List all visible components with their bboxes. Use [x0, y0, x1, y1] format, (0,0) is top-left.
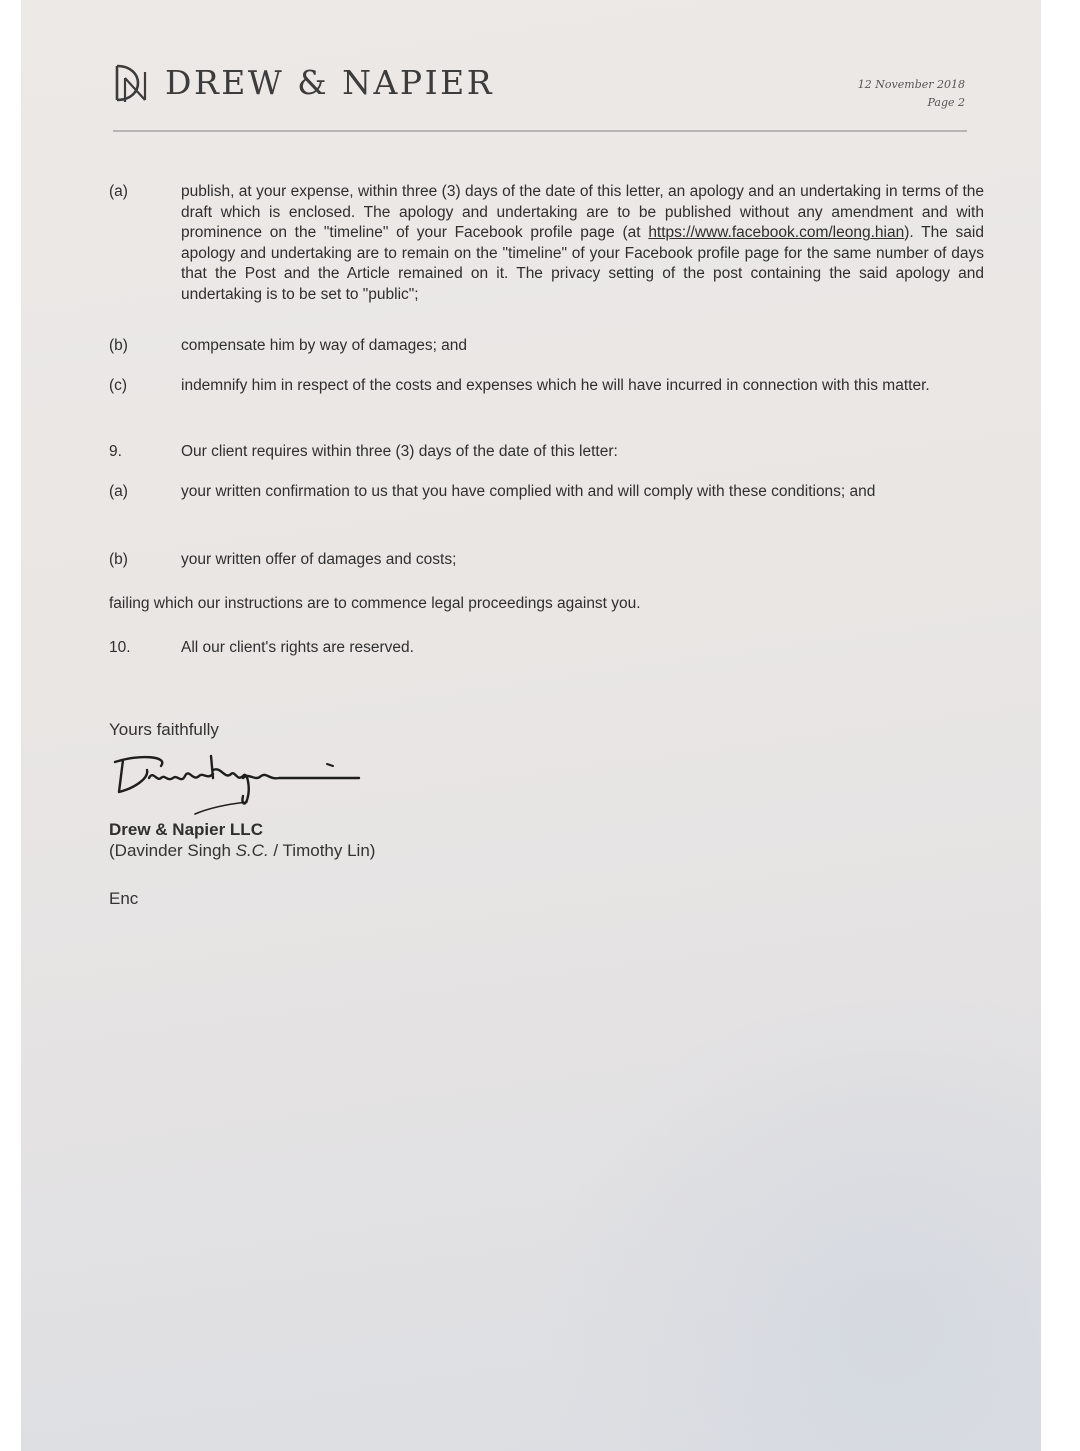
- paragraph-number: (b): [109, 337, 128, 354]
- header-divider: [113, 130, 967, 132]
- closing-salutation: Yours faithfully: [109, 720, 219, 739]
- paragraph-item: [109, 594, 984, 638]
- paragraph-text: Our client requires within three (3) days of the date of this letter:: [181, 443, 618, 460]
- paragraph-text: indemnify him in respect of the costs and expenses which he will have incurred in connection with this matter.: [181, 377, 930, 394]
- signature-mark: [109, 748, 389, 820]
- page-header-meta: [821, 76, 965, 112]
- dn-monogram-icon: [111, 60, 153, 106]
- paragraph-item: [109, 336, 984, 376]
- paragraph-text-start: publish, at your expense, within three (3) days of the date of this letter, an apology and an undertaking in terms of the draft which is enclosed. The apology and undertaking are to be published without any amendment and with prominence on the "timeline" of your Facebook profile page (at: [181, 183, 984, 242]
- letter-page: [21, 0, 1041, 1451]
- paragraph-item: [109, 182, 984, 336]
- paragraph-text: All our client's rights are reserved.: [181, 639, 414, 656]
- paragraph-number: (b): [109, 551, 128, 568]
- paragraph-text: failing which our instructions are to commence legal proceedings against you.: [109, 595, 641, 612]
- enclosure-note: Enc: [109, 889, 139, 908]
- paragraph-item: [109, 376, 984, 442]
- letter-body: [109, 182, 984, 678]
- paragraph-number: (a): [109, 183, 128, 200]
- paragraph-text: [181, 182, 984, 306]
- signature: [109, 748, 389, 820]
- page-number: Page 2: [927, 96, 965, 109]
- paragraph-item: [109, 638, 984, 678]
- firm-logo: [111, 60, 494, 106]
- signatory-title: S.C.: [235, 841, 269, 860]
- paragraph-item: [109, 442, 984, 482]
- firm-logo-text: DREW & NAPIER: [165, 63, 495, 102]
- paragraph-number: (c): [109, 377, 128, 394]
- paragraph-item: [109, 550, 984, 594]
- signatory-names: [109, 841, 375, 861]
- paragraph-text: your written confirmation to us that you have complied with and will comply with these conditions; and: [181, 483, 876, 500]
- facebook-link[interactable]: https://www.facebook.com/leong.hian: [648, 224, 905, 242]
- paragraph-item: [109, 482, 984, 550]
- letter-date: 12 November 2018: [857, 78, 965, 91]
- signatory-name-2: / Timothy Lin): [268, 841, 376, 860]
- paragraph-number: 9.: [109, 443, 122, 460]
- signatory-firm: Drew & Napier LLC: [109, 820, 263, 839]
- paragraph-text: your written offer of damages and costs;: [181, 551, 457, 568]
- paragraph-text: compensate him by way of damages; and: [181, 337, 468, 354]
- paragraph-number: 10.: [109, 639, 131, 656]
- paragraph-text-end: ). The said apology and undertaking are to remain on the "timeline" of your Facebook profile page for the same number of days that the Post and the Article remained on it. The privacy setting of the post containing the said apology and undertaking is to be set to "public";: [181, 224, 984, 303]
- signatory-name-1: (Davinder Singh: [109, 841, 236, 860]
- paragraph-number: (a): [109, 483, 128, 500]
- paper-shadow: [541, 980, 1041, 1451]
